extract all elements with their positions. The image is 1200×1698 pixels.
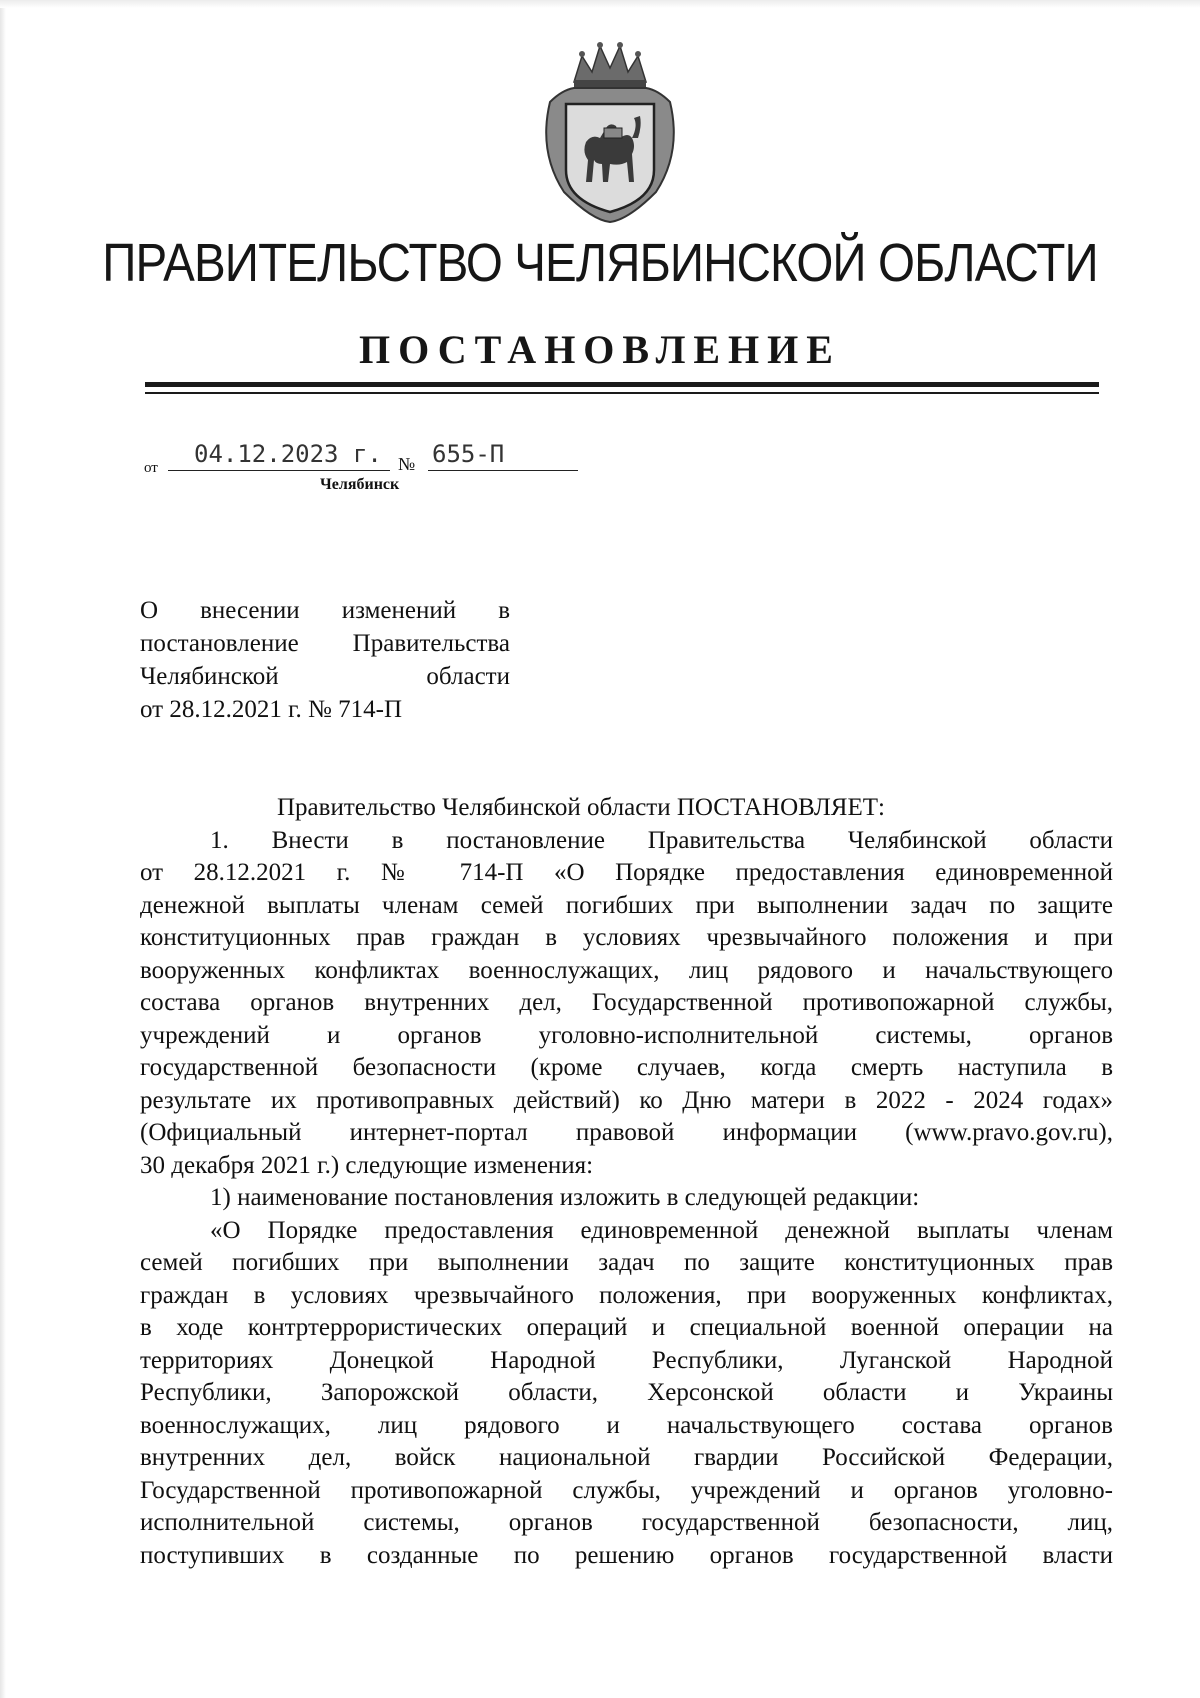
subject-line bbox=[140, 693, 510, 726]
body-line: вооруженных конфликтах военнослужащих, лиц рядового и начальствующего bbox=[140, 956, 1113, 984]
date-underline bbox=[168, 470, 390, 471]
body-line: Республики, Запорожской области, Херсонской области и Украины bbox=[140, 1379, 1113, 1406]
body-line: Государственной противопожарной службы, учреждений и органов уголовно- bbox=[140, 1476, 1113, 1504]
body-line: конституционных прав граждан в условиях чрезвычайного положения и при bbox=[140, 924, 1113, 951]
header-rule-thin bbox=[145, 392, 1099, 394]
subject-word: внесении bbox=[200, 597, 300, 624]
coat-of-arms-icon bbox=[534, 42, 686, 224]
body-line: «О Порядке предоставления единовременной денежной выплаты членам bbox=[210, 1216, 1113, 1244]
document-number: 655-П bbox=[432, 440, 505, 468]
body-line: учреждений и органов уголовно-исполнительной системы, органов bbox=[140, 1021, 1113, 1049]
scan-edge bbox=[0, 0, 6, 1698]
body-line: результате их противоправных действий) ко Дню матери в 2022 - 2024 годах» bbox=[140, 1086, 1113, 1114]
body-line: (Официальный интернет-портал правовой информации (www.pravo.gov.ru), bbox=[140, 1119, 1113, 1146]
document-meta bbox=[140, 440, 600, 500]
header-rule-thick bbox=[145, 382, 1099, 387]
body-line: территориях Донецкой Народной Республики, Луганской Народной bbox=[140, 1346, 1113, 1374]
subject-word: О bbox=[140, 597, 159, 624]
subject-word: изменений bbox=[341, 597, 457, 624]
subject-line bbox=[140, 627, 510, 660]
document-type-heading: ПОСТАНОВЛЕНИЕ bbox=[359, 327, 841, 372]
date-label: от bbox=[144, 460, 158, 476]
body-line: военнослужащих, лиц рядового и начальствующего состава органов bbox=[140, 1411, 1113, 1439]
body-line: семей погибших при выполнении задач по защите конституционных прав bbox=[140, 1249, 1113, 1276]
body-line: Правительство Челябинской области ПОСТАНОВЛЯЕТ: bbox=[277, 794, 885, 821]
body-line: 30 декабря 2021 г.) следующие изменения: bbox=[140, 1151, 594, 1179]
body-line: граждан в условиях чрезвычайного положения, при вооруженных конфликтах, bbox=[140, 1281, 1113, 1309]
subject-word: постановление bbox=[140, 630, 299, 657]
subject-word: от 28.12.2021 г. № 714-П bbox=[140, 696, 403, 723]
document-city: Челябинск bbox=[320, 476, 400, 493]
document-date: 04.12.2023 г. bbox=[194, 440, 382, 468]
number-label: № bbox=[398, 454, 416, 474]
subject-word: Правительства bbox=[352, 630, 510, 657]
subject-word: Челябинской bbox=[140, 663, 279, 690]
document-subject bbox=[140, 594, 510, 726]
body-line: поступивших в созданные по решению органов государственной власти bbox=[140, 1541, 1113, 1569]
document-body bbox=[140, 792, 1113, 1572]
body-line: 1. Внести в постановление Правительства Челябинской области bbox=[210, 826, 1113, 854]
body-line: исполнительной системы, органов государственной безопасности, лиц, bbox=[140, 1509, 1113, 1536]
body-line: внутренних дел, войск национальной гвардии Российской Федерации, bbox=[140, 1444, 1113, 1471]
scan-edge-top bbox=[0, 0, 1200, 8]
subject-line bbox=[140, 594, 510, 627]
body-line: состава органов внутренних дел, Государственной противопожарной службы, bbox=[140, 989, 1113, 1016]
body-line: в ходе контртеррористических операций и специальной военной операции на bbox=[140, 1314, 1113, 1341]
number-underline bbox=[428, 470, 578, 471]
organization-title: ПРАВИТЕЛЬСТВО ЧЕЛЯБИНСКОЙ ОБЛАСТИ bbox=[102, 233, 1098, 293]
body-line: от 28.12.2021 г. № 714-П «О Порядке предоставления единовременной bbox=[140, 859, 1113, 886]
body-line: 1) наименование постановления изложить в следующей редакции: bbox=[210, 1184, 920, 1211]
subject-word: области bbox=[426, 663, 510, 690]
body-line: денежной выплаты членам семей погибших при выполнении задач по защите bbox=[140, 891, 1113, 919]
body-line: государственной безопасности (кроме случаев, когда смерть наступила в bbox=[140, 1054, 1113, 1081]
subject-word: в bbox=[498, 597, 510, 624]
subject-line bbox=[140, 660, 510, 693]
